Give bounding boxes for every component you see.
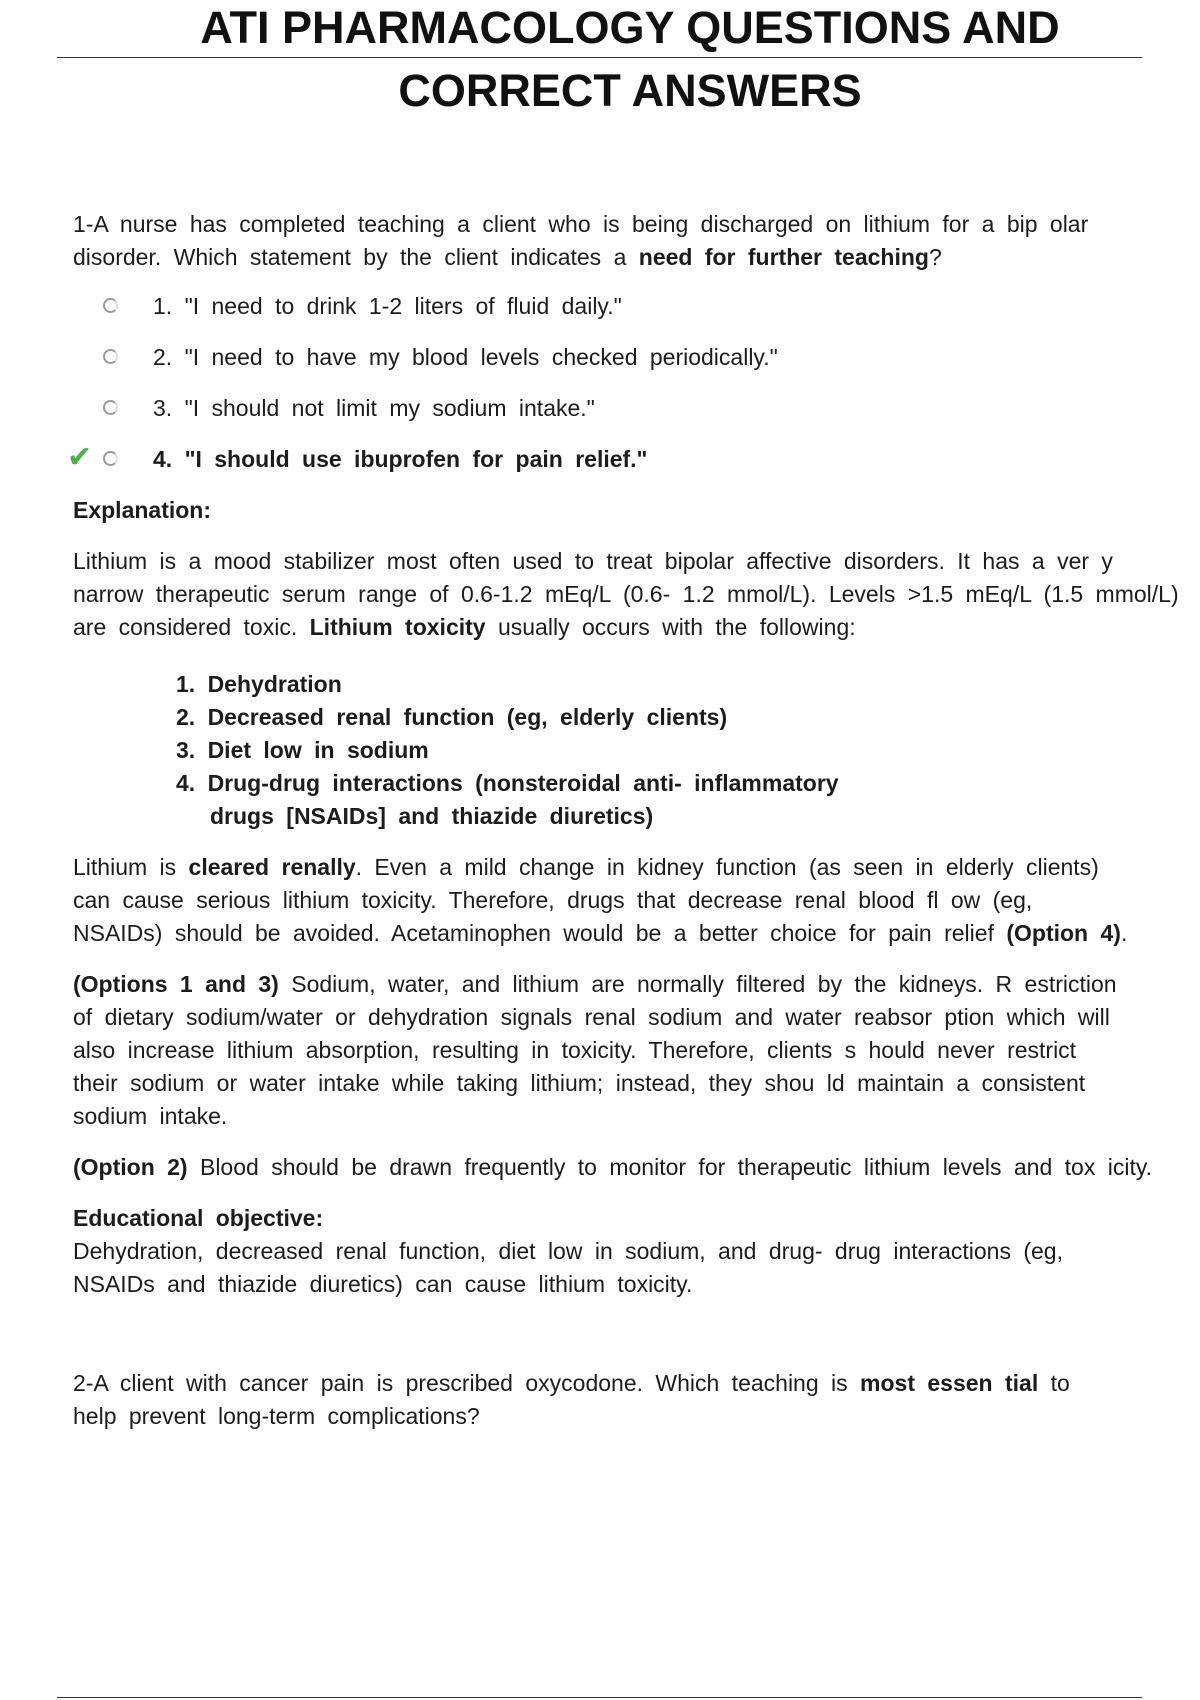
question-1-emphasis: need for further teaching xyxy=(638,244,929,270)
page-bottom-divider xyxy=(57,1697,1142,1698)
explanation-heading: Explanation: xyxy=(73,497,212,523)
answer-option-3[interactable] xyxy=(73,392,1193,425)
answer-option-label: 1. "I need to drink 1-2 liters of fluid daily." xyxy=(153,293,622,319)
document-title-line-1: ATI PHARMACOLOGY QUESTIONS AND xyxy=(200,2,1060,53)
radio-button-icon[interactable] xyxy=(103,400,118,415)
question-2-stem: 2-A client with cancer pain is prescribed oxycodone. Which teaching is most essen tial to help prevent long-term complications? xyxy=(73,1370,1070,1429)
question-2-emphasis: most essen tial xyxy=(860,1370,1039,1396)
document-body xyxy=(67,208,1193,1433)
title-divider xyxy=(57,57,1142,58)
answer-option-label: 3. "I should not limit my sodium intake." xyxy=(153,395,595,421)
answer-option-label: 4. "I should use ibuprofen for pain relief." xyxy=(153,446,648,472)
answer-option-label: 2. "I need to have my blood levels checked periodically." xyxy=(153,344,778,370)
list-item: 4. Drug-drug interactions (nonsteroidal anti- inflammatory drugs [NSAIDs] and thiazide diuretics) xyxy=(176,770,839,829)
explanation-paragraph-3: (Options 1 and 3) Sodium, water, and lithium are normally filtered by the kidneys. R estriction of dietary sodium/water or dehydration signals renal sodium and water reabsor ption which will also increase lithium absorption, resulting in toxicity. Therefore, clients s hould never restrict their sodium or water intake while taking lithium; instead, they shou ld maintain a consistent sodium intake. xyxy=(73,971,1117,1129)
question-1-options xyxy=(67,290,1193,476)
list-item: 2. Decreased renal function (eg, elderly clients) xyxy=(176,704,728,730)
list-item: 3. Diet low in sodium xyxy=(176,737,429,763)
answer-option-2[interactable] xyxy=(73,341,1193,374)
explanation-paragraph-2: Lithium is cleared renally. Even a mild change in kidney function (as seen in elderly clients) can cause serious lithium toxicity. Therefore, drugs that decrease renal blood fl ow (eg, NSAIDs) should be avoided. Acetaminophen would be a better choice for pain relief (Option 4). xyxy=(73,854,1128,946)
explanation-paragraph-1: Lithium is a mood stabilizer most often used to treat bipolar affective disorders. It has a ver y narrow therapeutic serum range of 0.6-1.2 mEq/L (0.6- 1.2 mmol/L). Levels >1.5 mEq/L (1.5 mmol/L) are considered toxic. Lithium toxicity usually occurs with the following: xyxy=(73,548,1179,640)
list-item: 1. Dehydration xyxy=(176,671,342,697)
answer-option-1[interactable] xyxy=(73,290,1193,323)
toxicity-causes-list xyxy=(73,668,1193,833)
answer-option-4-correct[interactable] xyxy=(67,441,1193,476)
radio-button-icon[interactable] xyxy=(103,298,118,313)
educational-objective-heading: Educational objective: xyxy=(73,1205,324,1231)
explanation-paragraph-4: (Option 2) Blood should be drawn frequently to monitor for therapeutic lithium levels and tox icity. xyxy=(73,1154,1153,1180)
question-1-stem: 1-A nurse has completed teaching a client who is being discharged on lithium for a bip olar disorder. Which statement by the client indicates a need for further teaching? xyxy=(73,211,1089,270)
correct-checkmark-icon: ✔ xyxy=(67,441,93,474)
document-title-line-2: CORRECT ANSWERS xyxy=(398,65,862,116)
radio-button-icon[interactable] xyxy=(103,451,118,466)
radio-button-icon[interactable] xyxy=(103,349,118,364)
educational-objective-text: Dehydration, decreased renal function, diet low in sodium, and drug- drug interactions (eg, NSAIDs and thiazide diuretics) can cause lithium toxicity. xyxy=(73,1238,1063,1297)
